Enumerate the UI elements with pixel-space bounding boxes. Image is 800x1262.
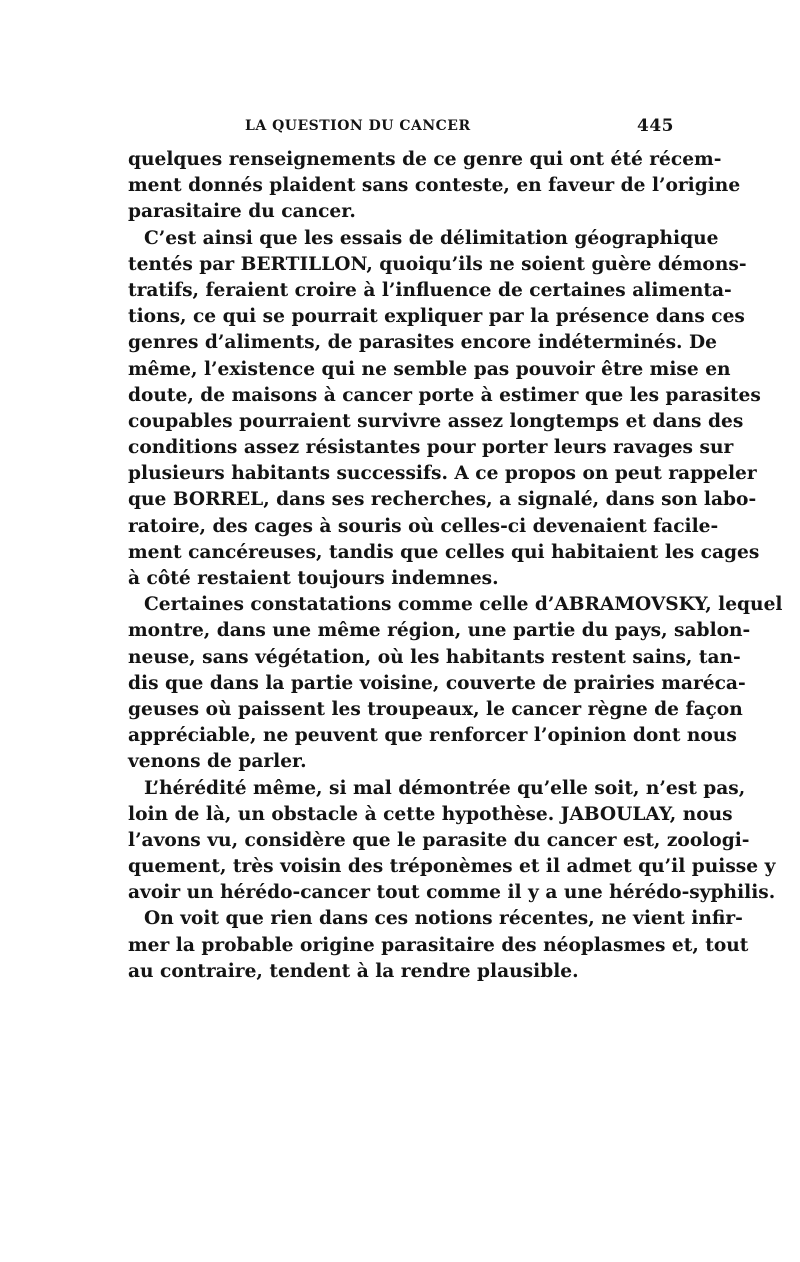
text-line: coupables pourraient survivre assez longtemps et dans des [128,410,744,432]
paragraph-3 [128,592,783,775]
running-title: LA QUESTION DU CANCER [245,118,471,134]
text-line: dis que dans la partie voisine, couverte de prairies maréca- [128,672,746,694]
text-line: tentés par BERTILLON, quoiqu’ils ne soient guère démons- [128,253,747,275]
text-line: L’hérédité même, si mal démontrée qu’elle soit, n’est pas, [144,777,746,799]
text-line: venons de parler. [128,751,307,773]
text-line: C’est ainsi que les essais de délimitation géographique [144,227,719,249]
text-line: que BORREL, dans ses recherches, a signalé, dans son labo- [128,489,757,511]
text-line: au contraire, tendent à la rendre plausible. [128,960,579,982]
text-line: l’avons vu, considère que le parasite du cancer est, zoologi- [128,829,750,851]
paragraph-4 [128,776,776,907]
text-line: à côté restaient toujours indemnes. [128,568,499,589]
running-head [128,118,674,140]
text-line: ment donnés plaident sans conteste, en faveur de l’origine [128,175,741,197]
text-line: loin de là, un obstacle à cette hypothèse. JABOULAY, nous [128,803,733,825]
text-line: quelques renseignements de ce genre qui ont été récem- [128,149,722,170]
text-line: appréciable, ne peuvent que renforcer l’opinion dont nous [128,725,737,747]
text-line: Certaines constatations comme celle d’ABRAMOVSKY, lequel [144,594,783,616]
text-line: neuse, sans végétation, où les habitants restent sains, tan- [128,646,741,668]
page-number: 445 [637,116,674,136]
text-line: mer la probable origine parasitaire des néoplasmes et, tout [128,934,749,956]
text-line: geuses où paissent les troupeaux, le cancer règne de façon [128,698,743,720]
text-line: plusieurs habitants successifs. A ce propos on peut rappeler [128,463,757,485]
text-line: quement, très voisin des tréponèmes et il admet qu’il puisse y [128,856,776,878]
text-line: avoir un hérédo-cancer tout comme il y a une hérédo-syphilis. [128,882,776,904]
text-line: conditions assez résistantes pour porter leurs ravages sur [128,437,734,459]
text-line: parasitaire du cancer. [128,201,356,223]
text-line: ratoire, des cages à souris où celles-ci devenaient facile- [128,515,719,537]
paragraph-2 [128,226,761,593]
text-line: montre, dans une même région, une partie du pays, sablon- [128,620,751,642]
paragraph-1 [128,147,741,226]
text-line: doute, de maisons à cancer porte à estimer que les parasites [128,384,761,406]
paragraph-5 [128,906,749,985]
text-line: même, l’existence qui ne semble pas pouvoir être mise en [128,358,731,380]
text-line: On voit que rien dans ces notions récentes, ne vient infir- [144,908,743,930]
text-line: genres d’aliments, de parasites encore indéterminés. De [128,332,717,354]
text-line: tratifs, feraient croire à l’influence de certaines alimenta- [128,279,732,301]
text-line: ment cancéreuses, tandis que celles qui habitaient les cages [128,541,760,563]
body-text [128,147,783,985]
text-line: tions, ce qui se pourrait expliquer par la présence dans ces [128,306,745,328]
